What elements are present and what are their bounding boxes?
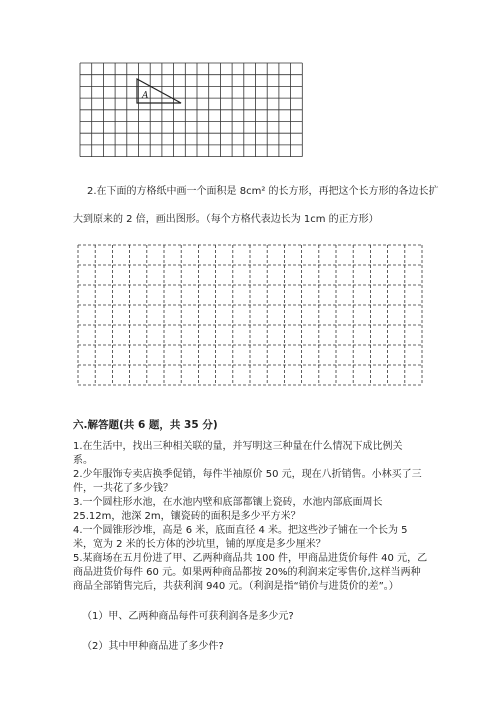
- triangle-a: [79, 62, 307, 160]
- section6-item-line: 2.少年服饰专卖店换季促销，每件半袖原价 50 元，现在八折销售。小林买了三: [73, 469, 422, 480]
- section6-item-line: 件，一共花了多少钱？: [73, 483, 173, 494]
- dashed-grid-lines: [77, 244, 423, 386]
- section6-title: 六.解答题(共 6 题，共 35 分): [73, 419, 218, 431]
- section6-sub1: （1）甲、乙两种商品每件可获利润各是多少元?: [82, 611, 294, 622]
- section6-item-line: 5.某商场在五月份进了甲、乙两种商品共 100 件，甲商品进货价每件 40 元，乙: [73, 553, 428, 564]
- section6-item-line: 米，宽为 2 米的长方体的沙坑里，铺的厚度是多少厘米？: [73, 539, 326, 550]
- section6-item-line: 3.一个圆柱形水池，在水池内壁和底部都镶上瓷砖，水池内部底面周长: [73, 497, 383, 508]
- section6-item-line: 系。: [73, 455, 93, 466]
- section6-item-line: 4.一个圆锥形沙堆，高是 6 米，底面直径 4 米。把这些沙子铺在一个长为 5: [73, 525, 408, 536]
- dashed-grid: [77, 244, 423, 390]
- section6-sub2: （2）其中甲种商品进了多少件?: [82, 641, 224, 652]
- q2-line2: 大到原来的 2 倍，画出图形。（每个方格代表边长为 1cm 的正方形）: [73, 214, 379, 225]
- section6-item-line: 25.12m，池深 2m，镶瓷砖的面积是多少平方米？: [73, 511, 301, 522]
- section6-item-line: 1.在生活中，找出三种相关联的量，并写明这三种量在什么情况下成比例关: [73, 441, 403, 452]
- solid-grid: [79, 62, 307, 164]
- section6-item-line: 商品全部销售完后，共获利润 940 元。（利润是指“销价与进货价的差”。）: [73, 581, 399, 592]
- q2-line1: 2.在下面的方格纸中画一个面积是 8cm² 的长方形，再把这个长方形的各边长扩: [87, 186, 439, 197]
- section6-item-line: 商品进货价每件 60 元。如果两种商品都按 20%的利润来定零售价,这样当两种: [73, 567, 421, 578]
- triangle-a-label: A: [142, 91, 149, 101]
